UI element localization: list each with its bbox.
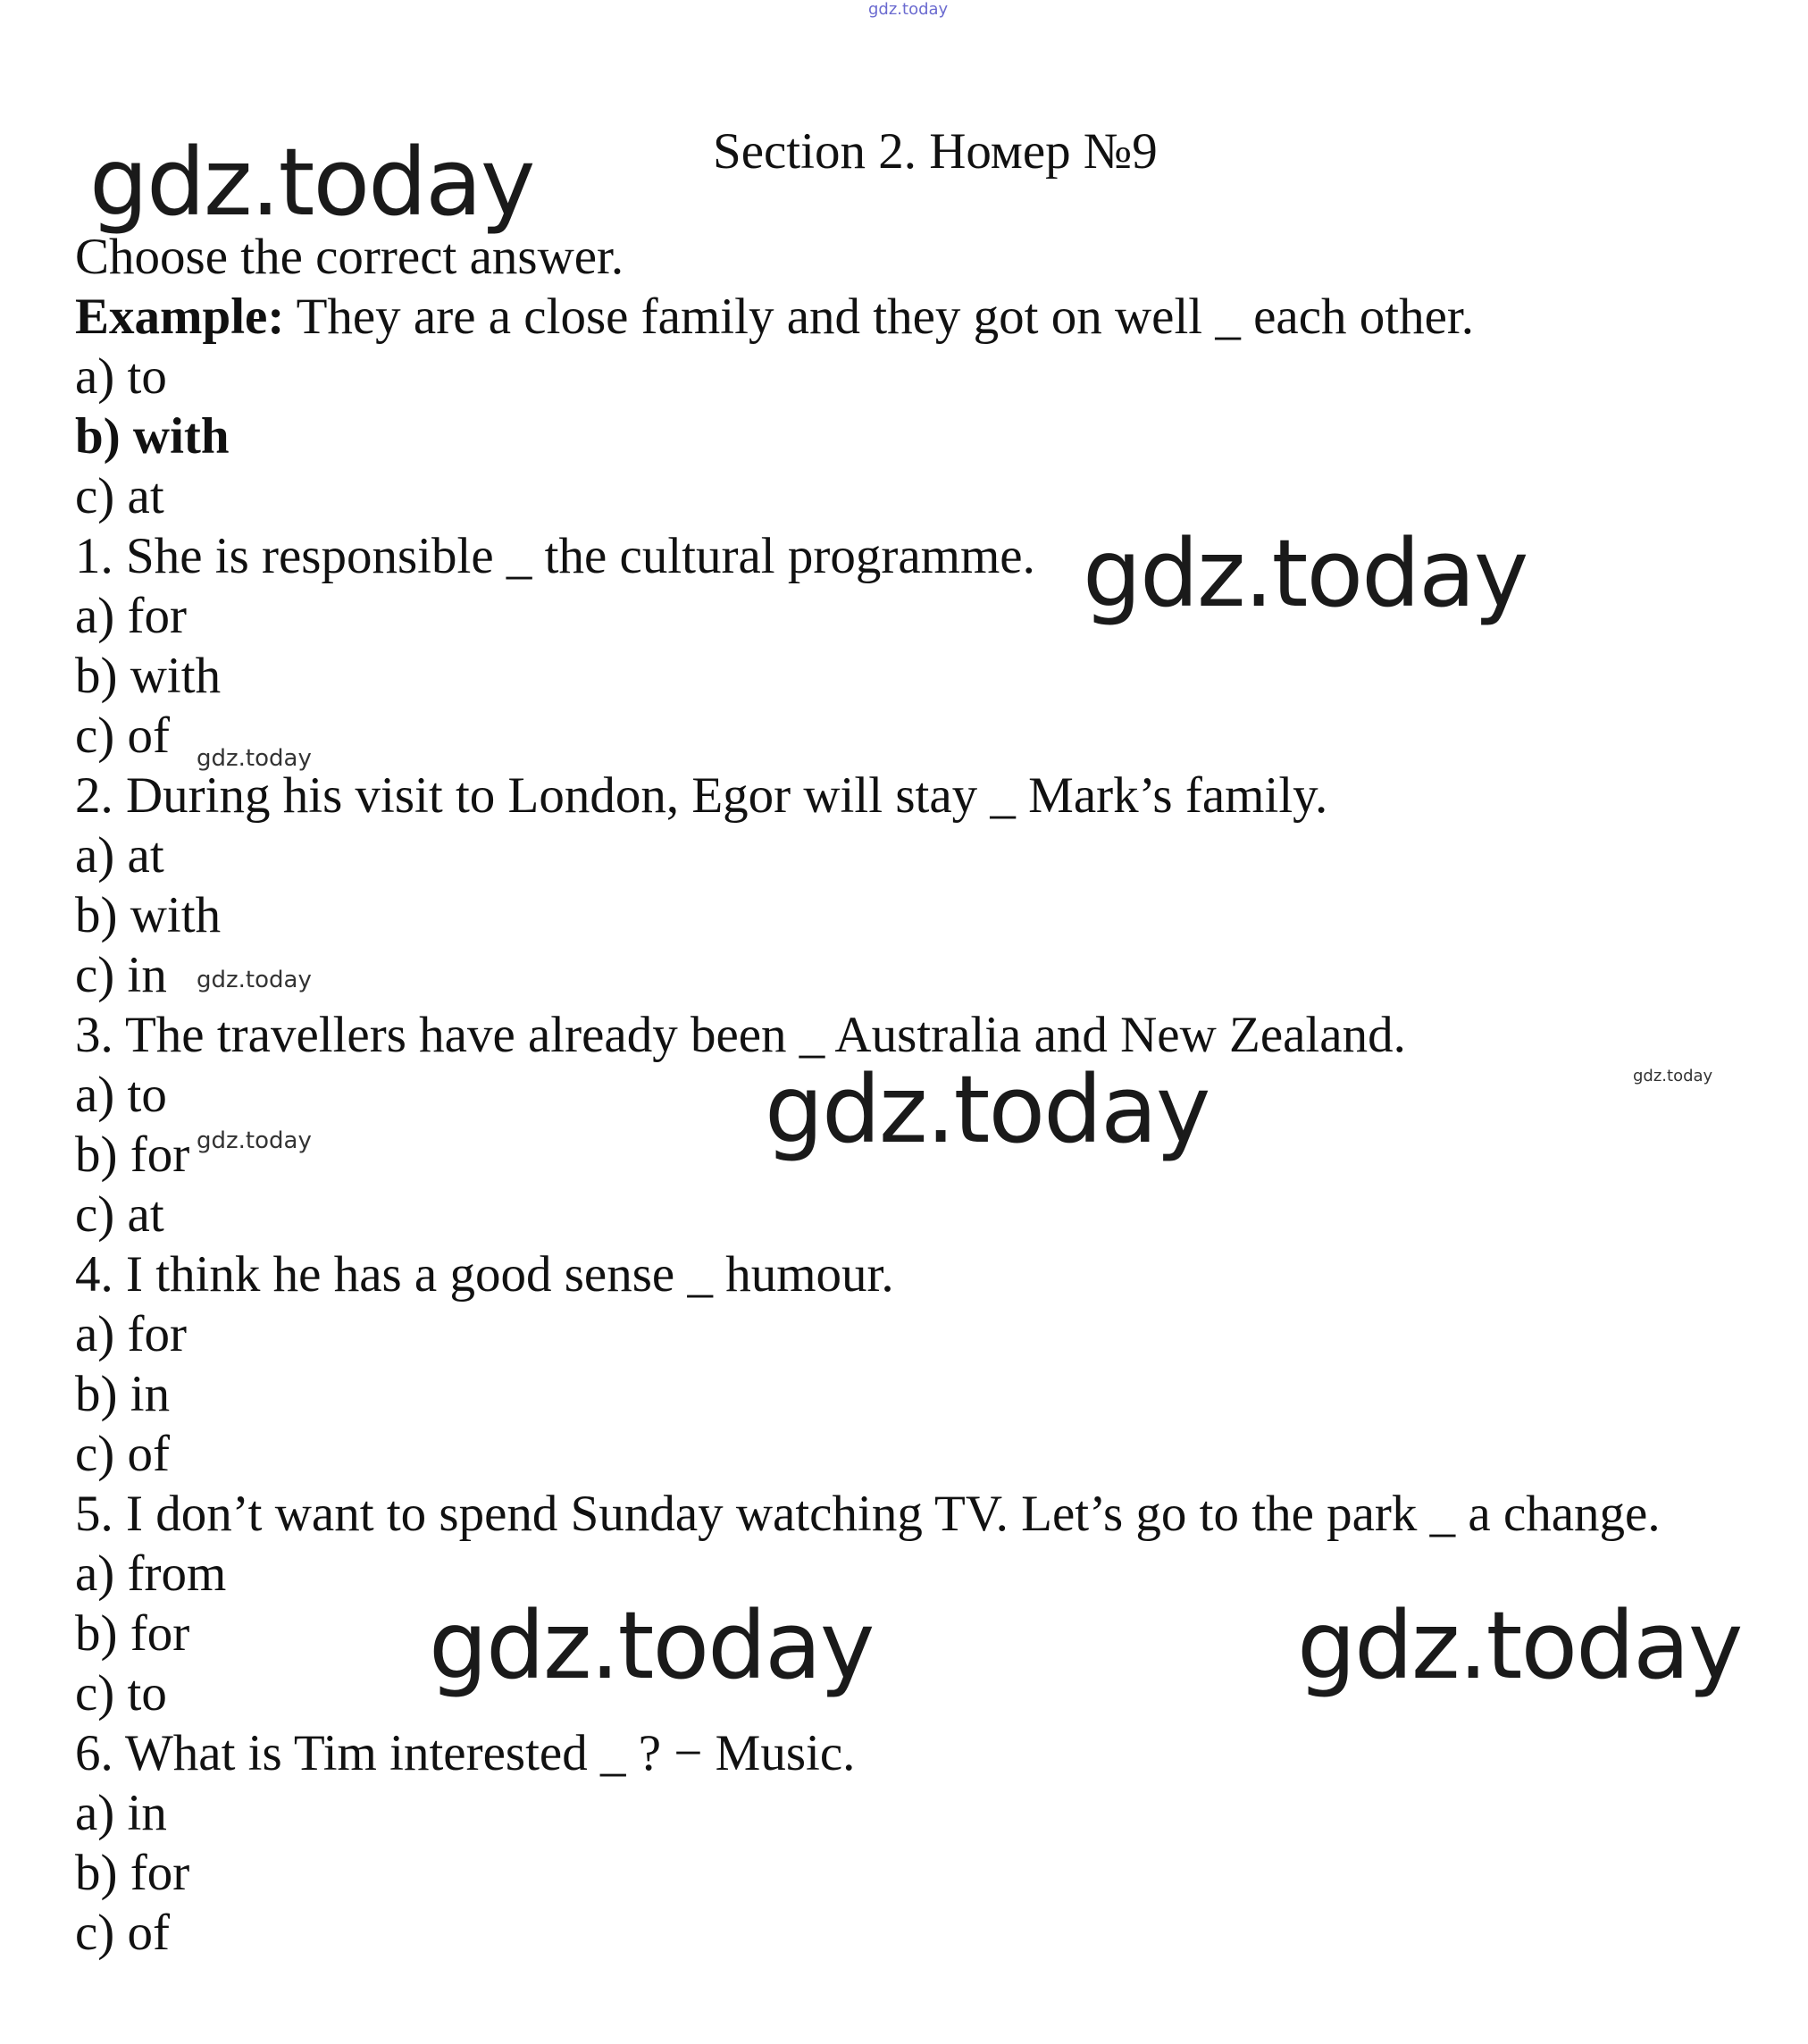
watermark-top: gdz.today bbox=[868, 0, 949, 19]
watermark: gdz.today bbox=[89, 128, 534, 237]
question-2-option-a: a) at bbox=[75, 827, 164, 884]
question-2-option-b: b) with bbox=[75, 887, 222, 943]
question-6: 6. What is Tim interested _ ? − Music. bbox=[75, 1725, 856, 1781]
question-5-option-c: c) to bbox=[75, 1665, 167, 1721]
watermark: gdz.today bbox=[1633, 1067, 1713, 1085]
question-3: 3. The travellers have already been _ Australia and New Zealand. bbox=[75, 1007, 1406, 1063]
example-label: Example: bbox=[75, 289, 285, 345]
example-option-c: c) at bbox=[75, 468, 164, 524]
question-3-option-c: c) at bbox=[75, 1186, 164, 1243]
page-title: Section 2. Номер №9 bbox=[713, 123, 1158, 180]
watermark: gdz.today bbox=[197, 1127, 312, 1154]
example-option-a: a) to bbox=[75, 348, 167, 405]
example-text: They are a close family and they got on well _ each other. bbox=[296, 289, 1474, 345]
question-6-option-b: b) for bbox=[75, 1845, 190, 1901]
example-option-b-correct: b) with bbox=[75, 408, 230, 465]
watermark: gdz.today bbox=[197, 745, 312, 772]
watermark: gdz.today bbox=[429, 1591, 874, 1700]
question-4: 4. I think he has a good sense _ humour. bbox=[75, 1246, 894, 1303]
question-3-option-b: b) for bbox=[75, 1127, 190, 1183]
question-2: 2. During his visit to London, Egor will stay _ Mark’s family. bbox=[75, 767, 1328, 824]
question-4-option-c: c) of bbox=[75, 1426, 171, 1482]
watermark: gdz.today bbox=[1083, 519, 1528, 628]
watermark: gdz.today bbox=[1297, 1591, 1742, 1700]
question-3-option-a: a) to bbox=[75, 1067, 167, 1123]
watermark: gdz.today bbox=[765, 1055, 1210, 1164]
watermark: gdz.today bbox=[197, 967, 312, 993]
question-5-option-a: a) from bbox=[75, 1546, 227, 1602]
question-1-option-a: a) for bbox=[75, 588, 187, 644]
instruction: Choose the correct answer. bbox=[75, 229, 624, 285]
question-6-option-c: c) of bbox=[75, 1905, 171, 1961]
question-1-option-b: b) with bbox=[75, 648, 222, 704]
question-4-option-a: a) for bbox=[75, 1306, 187, 1362]
question-4-option-b: b) in bbox=[75, 1366, 171, 1422]
question-5-option-b: b) for bbox=[75, 1605, 190, 1662]
example-sentence bbox=[75, 287, 1474, 347]
question-5: 5. I don’t want to spend Sunday watching TV. Let’s go to the park _ a change. bbox=[75, 1486, 1661, 1542]
question-1: 1. She is responsible _ the cultural programme. bbox=[75, 528, 1035, 584]
question-6-option-a: a) in bbox=[75, 1785, 167, 1841]
question-2-option-c: c) in bbox=[75, 947, 167, 1003]
question-1-option-c: c) of bbox=[75, 708, 171, 764]
